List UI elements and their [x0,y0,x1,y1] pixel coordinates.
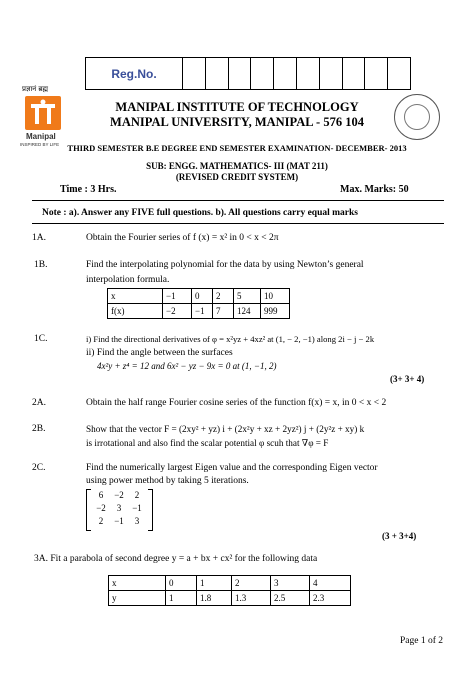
q2c-line2: using power method by taking 5 iterations. [86,476,249,486]
table-cell: x [108,289,163,304]
matrix-row [92,503,146,513]
reg-cell [274,58,297,89]
page-number: Page 1 of 2 [400,636,444,646]
reg-cell [343,58,366,89]
credit-system: (REVISED CREDIT SYSTEM) [175,172,299,182]
table-cell: 2 [213,289,234,304]
matrix-cell: −1 [132,503,142,513]
table-cell: −1 [192,304,213,319]
max-marks-label: Max. Marks: 50 [340,184,409,195]
q1b-number: 1B. [34,260,48,270]
table-cell: 5 [234,289,261,304]
table-cell: x [109,576,166,591]
table-cell: −1 [163,289,192,304]
matrix-row [92,516,146,526]
reg-cell [229,58,252,89]
matrix-cell: 3 [134,516,140,526]
time-label: Time : 3 Hrs. [60,184,117,195]
note-text: Note : a). Answer any FIVE full questions. b). All questions carry equal marks [42,208,358,218]
university-name: MANIPAL UNIVERSITY, MANIPAL - 576 104 [110,115,364,129]
matrix-cell: 6 [98,490,104,500]
q1b-line2: interpolation formula. [86,275,170,285]
q1a-text: Obtain the Fourier series of f (x) = x² in 0 < x < 2π [86,233,279,243]
table-cell: 3 [271,576,310,591]
q2c-marks: (3 + 3+4) [382,531,417,541]
divider-bottom [32,223,444,224]
q3a-text: 3A. Fit a parabola of second degree y = a + bx + cx² for the following data [34,554,318,564]
q2b-number: 2B. [32,424,46,434]
reg-cell [183,58,206,89]
reg-cell [365,58,388,89]
institute-name: MANIPAL INSTITUTE OF TECHNOLOGY [115,100,359,114]
table-cell: 2 [232,576,271,591]
divider-top [32,200,444,201]
matrix-cell: −2 [114,490,124,500]
reg-cell [206,58,229,89]
table-cell: 999 [261,304,290,319]
table-cell: 1 [166,591,197,606]
reg-cell [388,58,410,89]
table-row [109,591,351,606]
q2a-number: 2A. [32,398,46,408]
q2c-matrix [92,490,146,526]
q1a-number: 1A. [32,233,46,243]
q3a-table [108,575,351,606]
q1c-equation: 4x²y + z⁴ = 12 and 6x² − yz − 9x = 0 at (1, −1, 2) [97,361,277,371]
q2c-line1: Find the numerically largest Eigen value and the corresponding Eigen vector [86,463,378,473]
q2a-text: Obtain the half range Fourier cosine series of the function f(x) = x, in 0 < x < 2 [86,398,387,408]
q1b-table [107,288,290,319]
reg-no-label: Reg.No. [86,58,183,89]
logo-name: Manipal [26,132,56,141]
reg-cell [297,58,320,89]
table-cell: 124 [234,304,261,319]
q1c-part-i: i) Find the directional derivatives of φ = x²yz + 4xz² at (1, − 2, −1) along 2i − j − 2k [86,334,375,344]
table-cell: 4 [310,576,351,591]
table-cell: 1.3 [232,591,271,606]
matrix-bracket-left [86,489,91,531]
q1b-line1: Find the interpolating polynomial for the data by using Newton’s general [86,260,364,270]
table-cell: −2 [163,304,192,319]
table-cell: 1 [197,576,232,591]
reg-cell [320,58,343,89]
matrix-cell: −1 [114,516,124,526]
q2b-line1: Show that the vector F = (2xy² + yz) i + (2x²y + xz + 2yz²) j + (2y²z + xy) k [86,424,365,434]
table-cell: 7 [213,304,234,319]
table-cell: 2.5 [271,591,310,606]
table-row [108,289,290,304]
reg-cell [251,58,274,89]
matrix-cell: 2 [134,490,140,500]
exam-title: THIRD SEMESTER B.E DEGREE END SEMESTER EXAMINATION- DECEMBER- 2013 [67,143,407,153]
q1c-marks: (3+ 3+ 4) [390,374,425,384]
q1c-number: 1C. [34,334,48,344]
reg-no-box [85,57,411,90]
q2b-line2: is irrotational and also find the scalar potential φ scuh that ∇φ = F [86,438,329,448]
table-cell: 2.3 [310,591,351,606]
table-cell: f(x) [108,304,163,319]
table-row [109,576,351,591]
subject: SUB: ENGG. MATHEMATICS- III (MAT 211) [146,161,328,171]
matrix-cell: 2 [98,516,104,526]
table-cell: 10 [261,289,290,304]
table-cell: 1.8 [197,591,232,606]
table-cell: 0 [166,576,197,591]
table-row [108,304,290,319]
matrix-cell: 3 [116,503,122,513]
table-cell: 0 [192,289,213,304]
matrix-bracket-right [148,489,153,531]
q2c-number: 2C. [32,463,46,473]
table-cell: y [109,591,166,606]
matrix-row [92,490,146,500]
logo-top-text: प्रज्ञानं ब्रह्म [22,85,48,93]
logo-tagline: INSPIRED BY LIFE [20,142,60,147]
q1c-part-ii: ii) Find the angle between the surfaces [86,348,233,358]
matrix-cell: −2 [96,503,106,513]
